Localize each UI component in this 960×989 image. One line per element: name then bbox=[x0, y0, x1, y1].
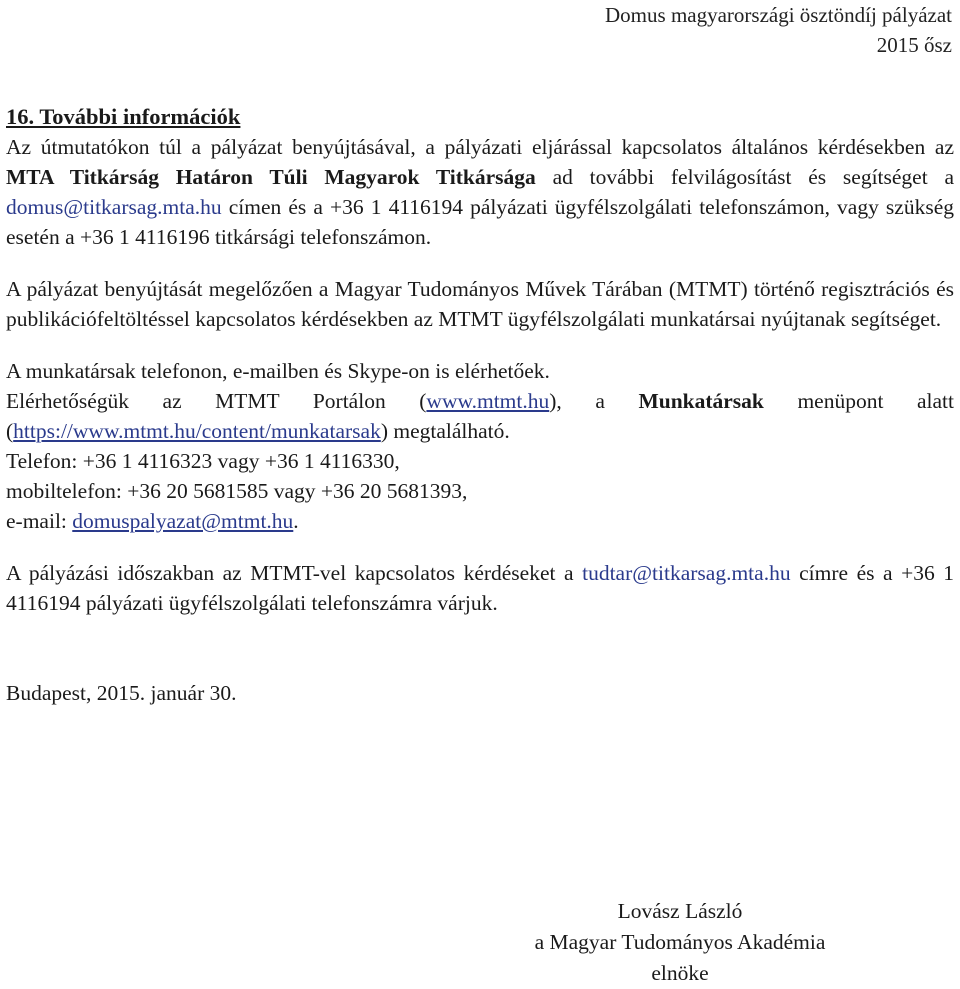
tudtar-email-link[interactable]: tudtar@titkarsag.mta.hu bbox=[582, 561, 791, 585]
paragraph-mtmt-support: A pályázat benyújtását megelőzően a Magyar Tudományos Művek Tárában (MTMT) történő regisztrációs és publikációfeltöltéssel kapcsolatos kérdésekben az MTMT ügyfélszolgálati munkatársai nyújtanak segítséget. bbox=[6, 277, 954, 331]
staff-menu-label: Munkatársak bbox=[638, 389, 764, 413]
office-name: MTA Titkárság Határon Túli Magyarok Titkársága bbox=[6, 165, 536, 189]
document-body bbox=[6, 102, 954, 708]
page-header bbox=[605, 0, 952, 60]
header-title: Domus magyarországi ösztöndíj pályázat bbox=[605, 3, 952, 27]
mobile-line: mobiltelefon: +36 20 5681585 vagy +36 20 5681393, bbox=[6, 479, 468, 503]
signatory-organization: a Magyar Tudományos Akadémia bbox=[534, 930, 826, 954]
mtmt-email-link[interactable]: domuspalyazat@mtmt.hu bbox=[72, 509, 294, 533]
header-term: 2015 ősz bbox=[876, 33, 952, 57]
domus-email-link[interactable]: domus@titkarsag.mta.hu bbox=[6, 195, 222, 219]
document-date: Budapest, 2015. január 30. bbox=[6, 681, 237, 705]
signatory-name: Lovász László bbox=[617, 899, 743, 923]
paragraph-contact-info: Az útmutatókon túl a pályázat benyújtásával, a pályázati eljárással kapcsolatos általános kérdésekben az MTA Titkárság Határon Túli Magyarok Titkársága ad további felvilágosítást és segítséget a domus@titkarsag.mta.hu címen és a +36 1 4116194 pályázati ügyfélszolgálati telefonszámon, vagy szükség esetén a +36 1 4116196 titkársági telefonszámon. bbox=[6, 135, 954, 249]
phone-line: Telefon: +36 1 4116323 vagy +36 1 4116330, bbox=[6, 449, 400, 473]
paragraph-application-period: A pályázási időszakban az MTMT-vel kapcsolatos kérdéseket a tudtar@titkarsag.mta.hu címre és a +36 1 4116194 pályázati ügyfélszolgálati telefonszámra várjuk. bbox=[6, 561, 954, 615]
paragraph-availability: A munkatársak telefonon, e-mailben és Skype-on is elérhetőek. bbox=[6, 359, 550, 383]
staff-page-link[interactable]: https://www.mtmt.hu/content/munkatarsak bbox=[13, 419, 381, 443]
signature-block bbox=[480, 896, 880, 989]
section-title: 16. További információk bbox=[6, 104, 241, 129]
email-line: e-mail: domuspalyazat@mtmt.hu. bbox=[6, 509, 299, 533]
mtmt-portal-link[interactable]: www.mtmt.hu bbox=[426, 389, 550, 413]
signatory-role: elnöke bbox=[651, 961, 709, 985]
paragraph-portal: Elérhetőségük az MTMT Portálon (www.mtmt.hu), a Munkatársak menüpont alatt (https://www.mtmt.hu/content/munkatarsak) megtalálható. bbox=[6, 389, 954, 443]
